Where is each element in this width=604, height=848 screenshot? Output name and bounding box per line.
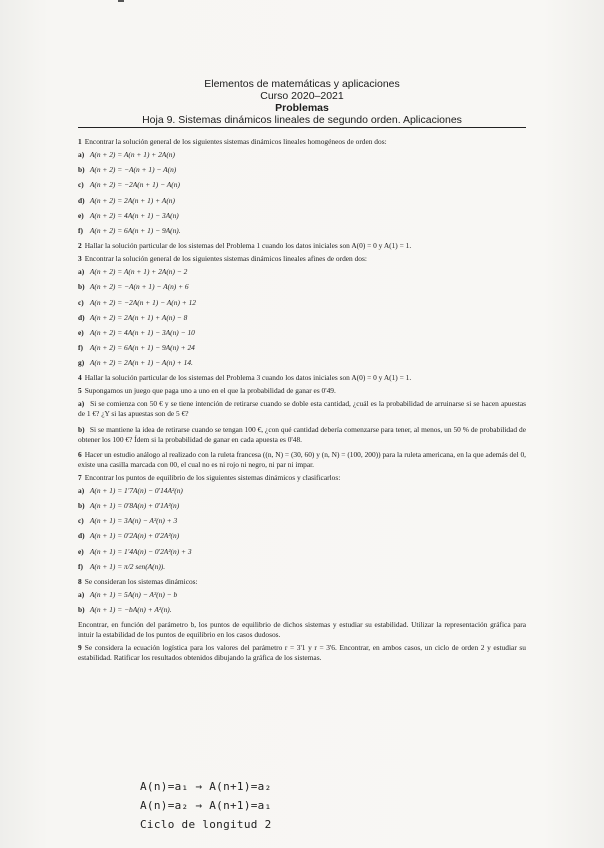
- problem-number: 8: [78, 576, 82, 586]
- problem-text: Encontrar la solución general de los siguientes sistemas dinámicos lineales homogéneos de orden dos:: [84, 137, 387, 146]
- problem-text: Hacer un estudio análogo al realizado con la ruleta francesa ((n, N) = (30, 60) y (n, N) = (100, 200)) para la ruleta americana, en la que además del 0, existe una casilla marcada con 00, el cual no es ni rojo ni negro, ni par ni impar.: [78, 449, 526, 469]
- problem-8-followup: Encontrar, en función del parámetro b, los puntos de equilibrio de dichos sistemas y estudiar su estabilidad. Utilizar la representación gráfica para intuir la estabilidad de los puntos de equilibrio en los casos dudosos.: [78, 620, 526, 640]
- problem-text: Encontrar la solución general de los siguientes sistemas dinámicos lineales afines de orden dos:: [84, 254, 367, 264]
- list-item: c) A(n + 2) = −2A(n + 1) − A(n): [78, 180, 180, 190]
- list-item: a) Si se comienza con 50 € y se tiene intención de retirarse cuando se doble esta cantidad, ¿cuál es la probabilidad de arruinarse si se hacen apuestas de 1 €? ¿Y si las apuestas son de 5 €?: [78, 399, 526, 419]
- problem-9: [78, 643, 526, 663]
- problem-list: [78, 137, 526, 666]
- problem-text: Se considera la ecuación logística para los valores del parámetro r = 3'1 y r = 3'6. Encontrar, en ambos casos, un ciclo de orden 2 y estudiar su estabilidad. Ratificar los resultados obtenidos dibujando la gráfica de los sistemas.: [78, 643, 526, 663]
- list-item: a) A(n + 1) = 1'7A(n) − 0'14A²(n): [78, 485, 183, 495]
- course-year: Curso 2020–2021: [260, 90, 344, 102]
- list-item: a) A(n + 1) = 5A(n) − A²(n) − b: [78, 589, 178, 599]
- problem-8: [78, 577, 526, 587]
- list-item: b) A(n + 1) = 0'8A(n) + 0'1A²(n): [78, 501, 180, 510]
- list-item: b) Si se mantiene la idea de retirarse cuando se tengan 100 €, ¿con qué cantidad debería comenzarse para tener, al menos, un 50 % de probabilidad de obtener los 100 €? Ídem si la probabilidad de ganar en cada apuesta es 0'48.: [78, 424, 526, 444]
- problem-2: [78, 241, 526, 251]
- course-title: Elementos de matemáticas y aplicaciones: [204, 78, 400, 90]
- problem-7: [78, 473, 526, 483]
- problem-number: 2: [78, 241, 82, 251]
- list-item: e) A(n + 1) = 1'4A(n) − 0'2A²(n) + 3: [78, 546, 192, 556]
- problem-text: Se consideran los sistemas dinámicos:: [84, 576, 198, 586]
- list-item: c) A(n + 2) = −2A(n + 1) − A(n) + 12: [78, 297, 196, 307]
- problem-3: [78, 254, 526, 264]
- problem-number: 7: [78, 472, 82, 482]
- problem-5: [78, 386, 526, 396]
- list-item: e) A(n + 2) = 4A(n + 1) − 3A(n) − 10: [78, 327, 195, 337]
- sheet-title: Hoja 9. Sistemas dinámicos lineales de segundo orden. Aplicaciones: [142, 114, 462, 126]
- list-item: d) A(n + 2) = 2A(n + 1) + A(n) − 8: [78, 312, 188, 322]
- list-item: a) A(n + 2) = A(n + 1) + 2A(n): [78, 150, 175, 159]
- problem-text: Supongamos un juego que paga uno a uno en el que la probabilidad de ganar es 0'49.: [84, 386, 336, 396]
- problem-text: Hallar la solución particular de los sistemas del Problema 3 cuando los datos iniciales son A(0) = 0 y A(1) = 1.: [84, 373, 412, 383]
- handwritten-note-line-2: A(n)=a₂ → A(n+1)=a₁: [140, 799, 272, 812]
- problem-number: 5: [78, 386, 82, 396]
- problem-4: [78, 373, 526, 383]
- section-title: Problemas: [275, 102, 329, 114]
- problem-number: 3: [78, 254, 82, 264]
- problem-1: [78, 137, 526, 147]
- list-item: d) A(n + 2) = 2A(n + 1) + A(n): [78, 195, 175, 205]
- list-item: f) A(n + 2) = 6A(n + 1) − 9A(n).: [78, 225, 181, 235]
- problem-number: 4: [78, 373, 82, 383]
- problem-6: [78, 450, 526, 470]
- problem-number: 9: [78, 643, 82, 653]
- list-item: g) A(n + 2) = 2A(n + 1) − A(n) + 14.: [78, 358, 193, 368]
- problem-text: Hallar la solución particular de los sistemas del Problema 1 cuando los datos iniciales son A(0) = 0 y A(1) = 1.: [84, 241, 412, 251]
- list-item: e) A(n + 2) = 4A(n + 1) − 3A(n): [78, 210, 179, 220]
- list-item: a) A(n + 2) = A(n + 1) + 2A(n) − 2: [78, 267, 188, 277]
- list-item: c) A(n + 1) = 3A(n) − A²(n) + 3: [78, 516, 178, 526]
- list-item: d) A(n + 1) = 0'2A(n) + 0'2A²(n): [78, 531, 180, 541]
- header-divider: [78, 127, 526, 128]
- problem-text: Encontrar los puntos de equilibrio de los siguientes sistemas dinámicos y clasificarlos:: [84, 472, 341, 482]
- list-item: f) A(n + 2) = 6A(n + 1) − 9A(n) + 24: [78, 343, 195, 353]
- handwritten-note-line-3: Ciclo de longitud 2: [140, 818, 272, 831]
- problem-number: 1: [78, 137, 82, 146]
- problem-number: 6: [78, 449, 82, 459]
- document-header: [0, 78, 604, 126]
- handwritten-note-line-1: A(n)=a₁ → A(n+1)=a₂: [140, 780, 272, 793]
- list-item: b) A(n + 1) = −bA(n) + A²(n).: [78, 605, 172, 615]
- list-item: f) A(n + 1) = π/2 sen(A(n)).: [78, 561, 166, 571]
- scan-mark: [118, 0, 124, 2]
- list-item: b) A(n + 2) = −A(n + 1) − A(n) + 6: [78, 282, 189, 292]
- list-item: b) A(n + 2) = −A(n + 1) − A(n): [78, 165, 177, 175]
